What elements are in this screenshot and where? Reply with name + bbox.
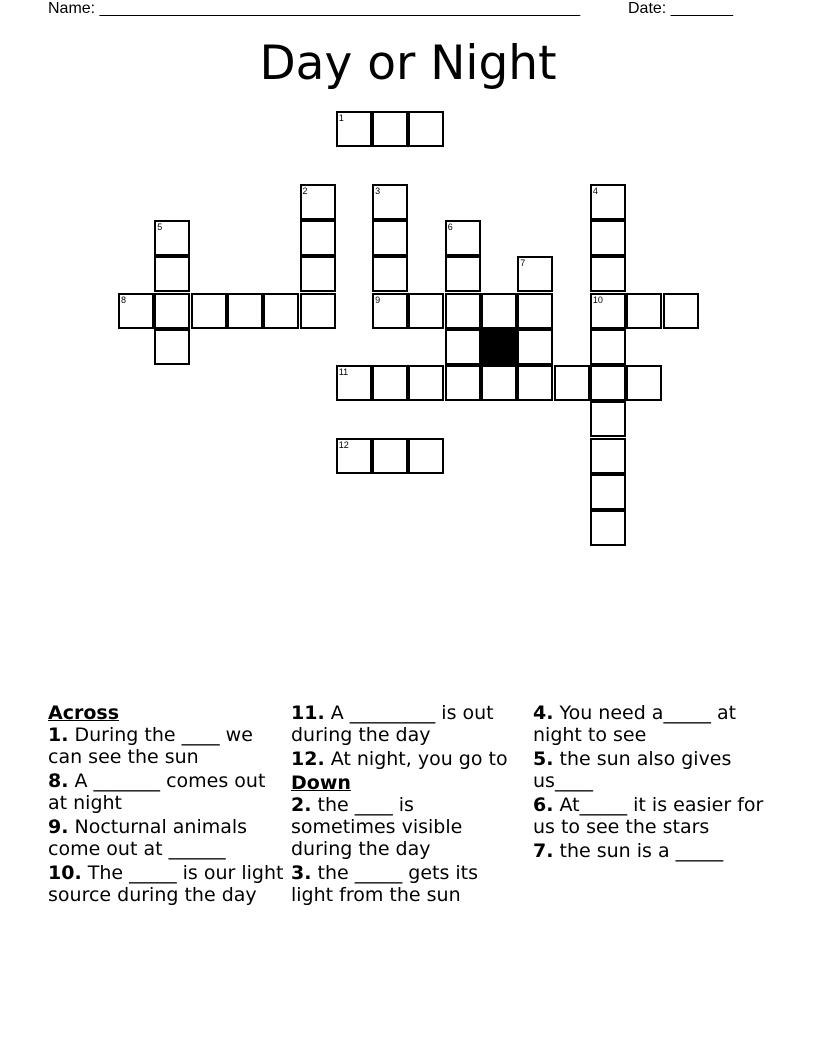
grid-cell[interactable] <box>590 510 626 546</box>
grid-cell[interactable] <box>336 111 372 147</box>
grid-cell[interactable] <box>590 293 626 329</box>
grid-cell[interactable] <box>336 438 372 474</box>
clue-number: 4 <box>592 185 598 196</box>
grid-cell[interactable] <box>154 329 190 365</box>
grid-cell[interactable] <box>154 220 190 256</box>
grid-cell[interactable] <box>408 365 444 401</box>
grid-cell[interactable] <box>590 365 626 401</box>
clue-down-2: 2. the ____ is sometimes visible during the day <box>291 794 463 860</box>
grid-cell[interactable] <box>481 365 517 401</box>
clue-down-6: 6. At_____ it is easier for us to see the stars <box>533 794 764 838</box>
clue-across-9: 9. Nocturnal animals come out at ______ <box>48 816 248 860</box>
clue-number: 9 <box>375 294 381 305</box>
grid-cell[interactable] <box>445 220 481 256</box>
grid-cell[interactable] <box>372 256 408 292</box>
clue-across-1: 1. During the ____ we can see the sun <box>48 724 253 768</box>
clue-down-7: 7. the sun is a _____ <box>533 840 724 862</box>
grid-cell[interactable] <box>118 293 154 329</box>
grid-cell[interactable] <box>408 438 444 474</box>
clue-down-3: 3. the _____ gets its light from the sun <box>291 862 479 906</box>
down-heading: Down <box>291 772 351 794</box>
grid-cell[interactable] <box>263 293 299 329</box>
grid-cell[interactable] <box>300 220 336 256</box>
grid-cell[interactable] <box>590 438 626 474</box>
grid-cell[interactable] <box>408 293 444 329</box>
grid-cell[interactable] <box>445 293 481 329</box>
name-line: Name: ______________________________________________________ <box>48 0 581 17</box>
grid-cell[interactable] <box>554 365 590 401</box>
grid-cell[interactable] <box>300 293 336 329</box>
clue-across-11: 11. A _________ is out during the day <box>291 702 494 746</box>
grid-cell[interactable] <box>227 293 263 329</box>
page-title: Day or Night <box>259 36 557 91</box>
clue-column-2 <box>291 702 523 908</box>
grid-cell[interactable] <box>445 256 481 292</box>
clue-across-10: 10. The _____ is our light source during the day <box>48 862 284 906</box>
date-line: Date: _______ <box>628 0 733 17</box>
grid-cell[interactable] <box>300 184 336 220</box>
clue-number: 5 <box>157 221 163 232</box>
grid-cell[interactable] <box>191 293 227 329</box>
grid-cell[interactable] <box>372 111 408 147</box>
grid-cell[interactable] <box>663 293 699 329</box>
clue-across-8: 8. A _______ comes out at night <box>48 770 266 814</box>
grid-cell[interactable] <box>154 293 190 329</box>
grid-cell[interactable] <box>590 256 626 292</box>
grid-cell[interactable] <box>590 184 626 220</box>
clue-column-3 <box>533 702 773 864</box>
grid-cell[interactable] <box>372 365 408 401</box>
clue-number: 7 <box>520 258 526 269</box>
grid-cell[interactable] <box>372 293 408 329</box>
grid-cell[interactable] <box>445 329 481 365</box>
grid-cell[interactable] <box>481 293 517 329</box>
black-cell <box>481 329 517 365</box>
grid-cell[interactable] <box>626 365 662 401</box>
grid-cell[interactable] <box>590 220 626 256</box>
grid-cell[interactable] <box>372 184 408 220</box>
grid-cell[interactable] <box>445 365 481 401</box>
clue-number: 11 <box>338 367 349 378</box>
grid-cell[interactable] <box>372 220 408 256</box>
grid-cell[interactable] <box>300 256 336 292</box>
grid-cell[interactable] <box>590 329 626 365</box>
clue-down-4: 4. You need a_____ at night to see <box>533 702 737 746</box>
clue-number: 10 <box>592 294 603 305</box>
clue-across-12: 12. At night, you go to <box>291 748 508 770</box>
clue-column-1 <box>48 702 284 908</box>
grid-cell[interactable] <box>590 401 626 437</box>
clue-number: 12 <box>338 439 349 450</box>
grid-cell[interactable] <box>517 329 553 365</box>
grid-cell[interactable] <box>590 474 626 510</box>
grid-cell[interactable] <box>517 365 553 401</box>
grid-cell[interactable] <box>626 293 662 329</box>
clue-number: 1 <box>338 113 344 123</box>
clue-down-5: 5. the sun also gives us____ <box>533 748 732 792</box>
clue-number: 8 <box>121 294 127 305</box>
clue-number: 2 <box>302 185 308 196</box>
clue-number: 6 <box>447 221 453 232</box>
grid-cell[interactable] <box>372 438 408 474</box>
grid-cell[interactable] <box>517 293 553 329</box>
grid-cell[interactable] <box>154 256 190 292</box>
across-heading: Across <box>48 702 120 724</box>
clue-number: 3 <box>375 185 381 196</box>
grid-cell[interactable] <box>517 256 553 292</box>
grid-cell[interactable] <box>408 111 444 147</box>
grid-cell[interactable] <box>336 365 372 401</box>
